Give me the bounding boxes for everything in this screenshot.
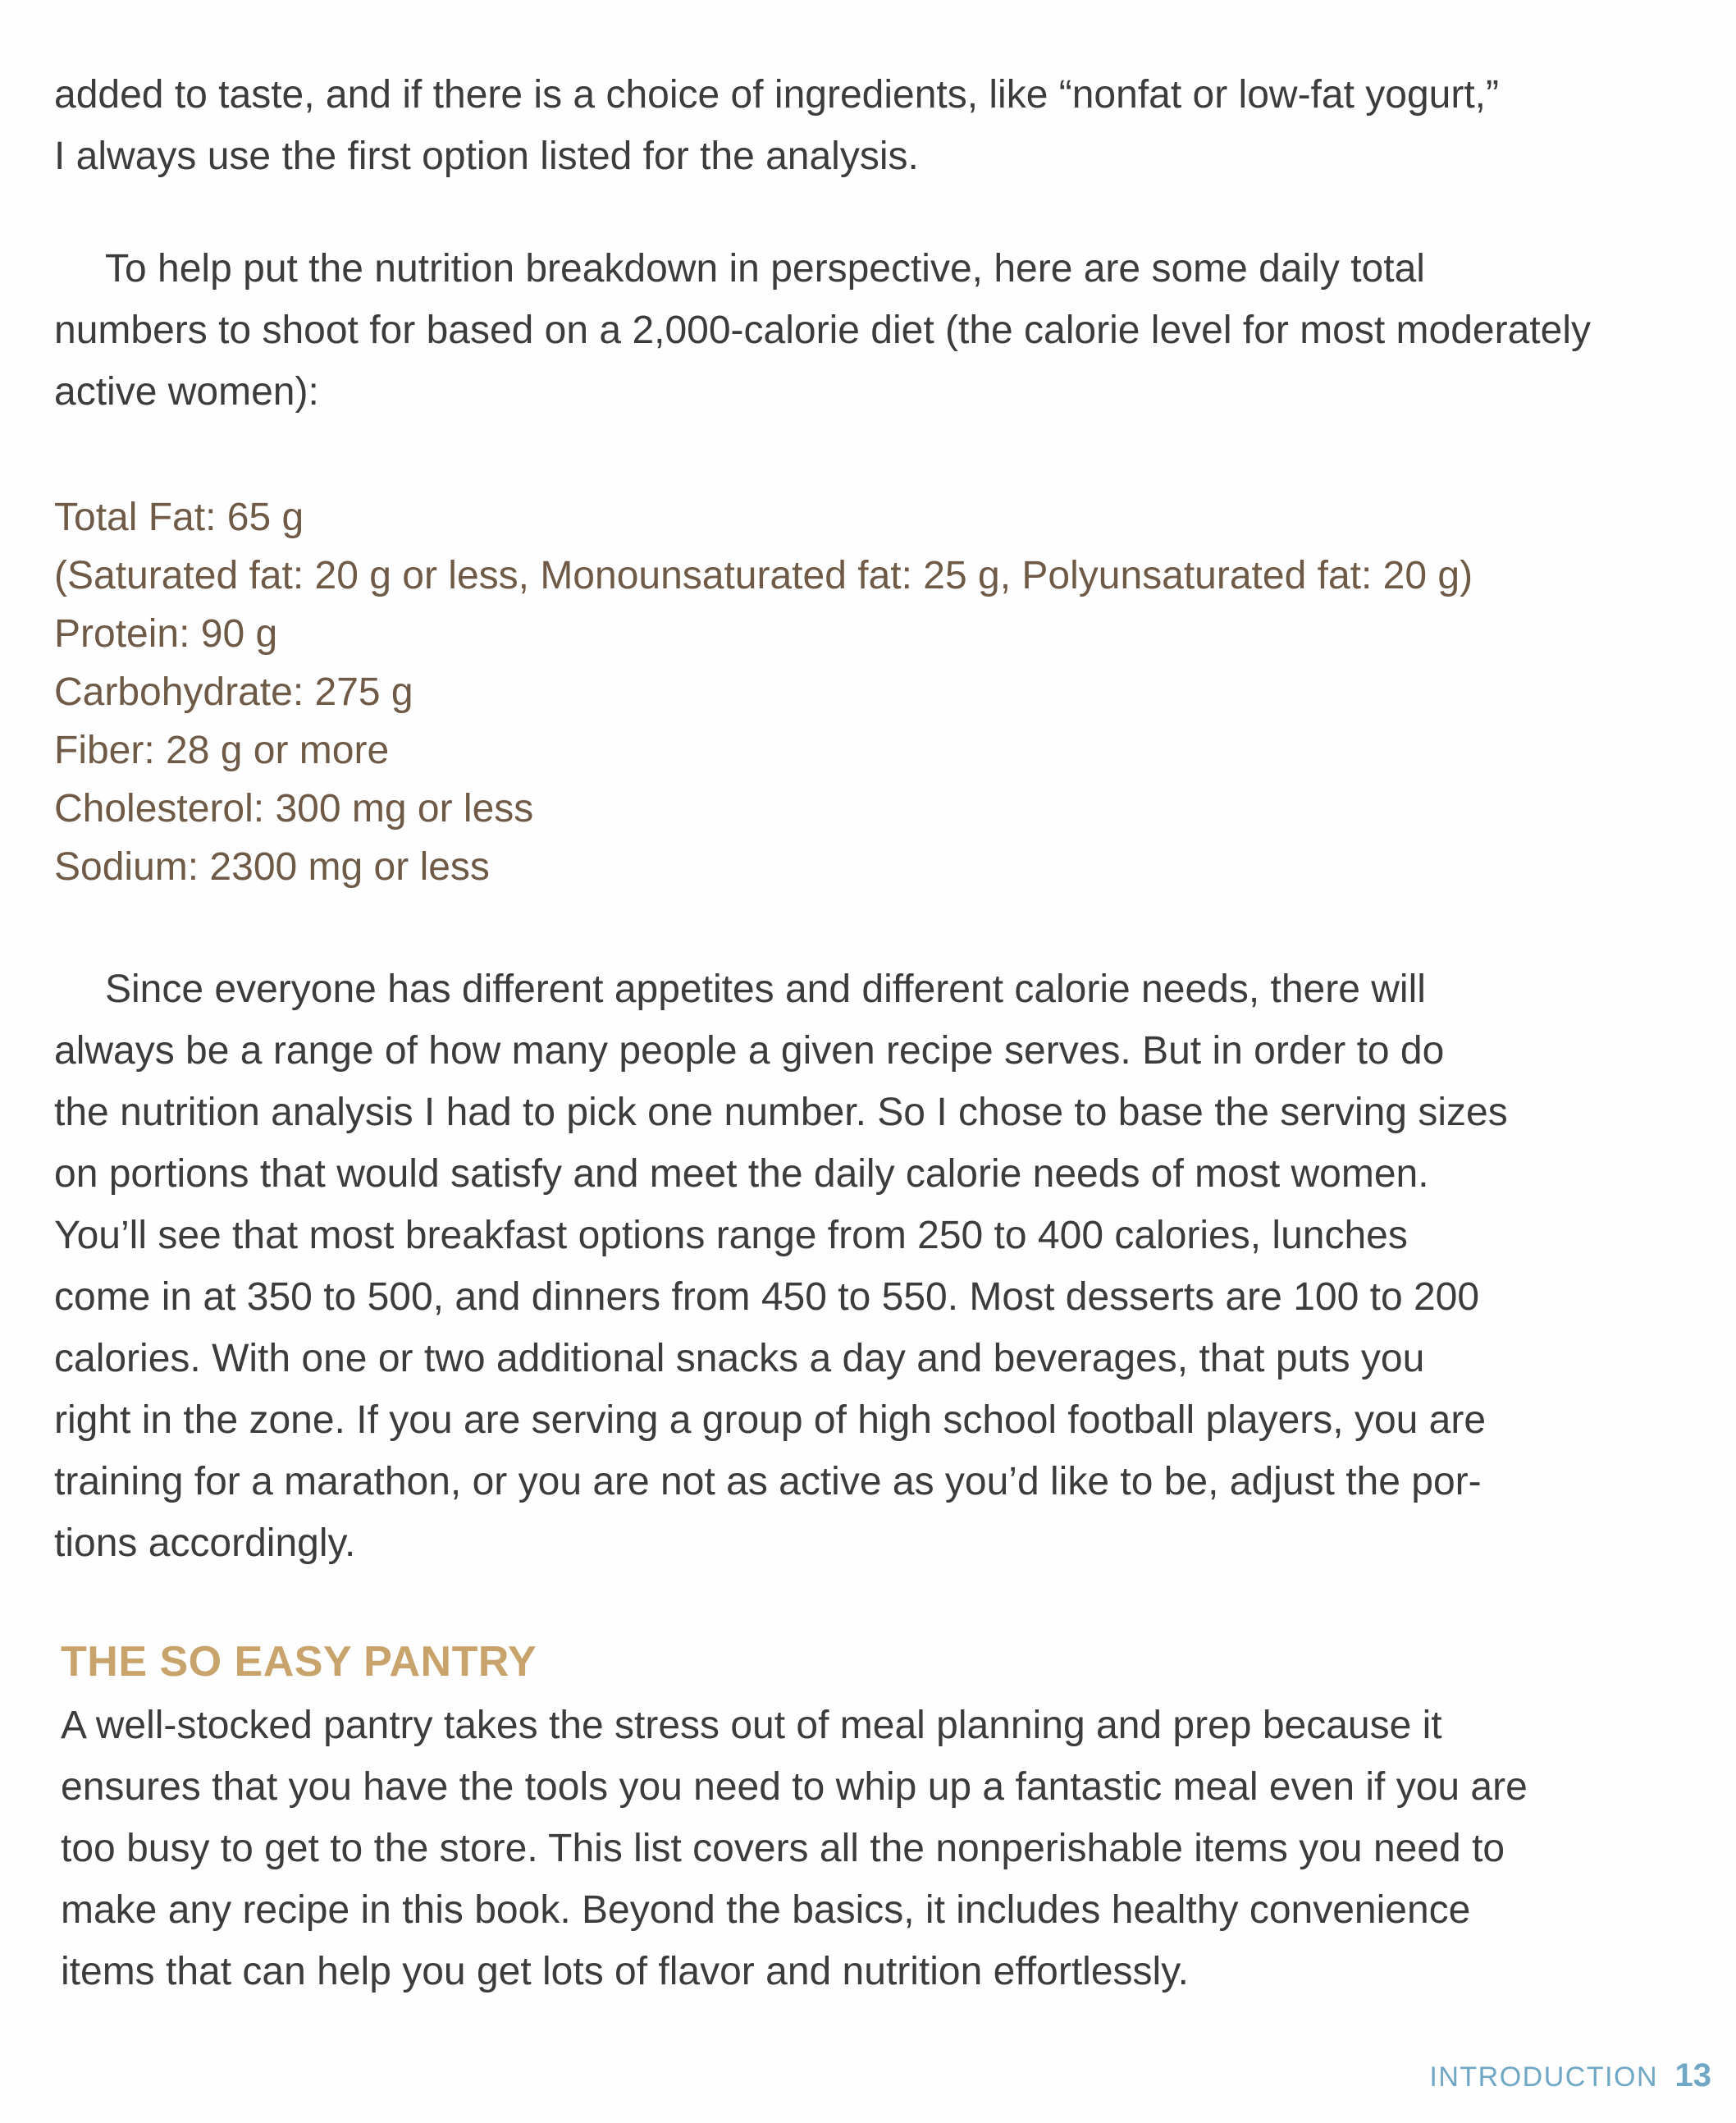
- running-footer-label: INTRODUCTION: [1429, 2061, 1659, 2093]
- paragraph-line: training for a marathon, or you are not as active as you’d like to be, adjust the por-: [54, 1460, 1482, 1503]
- paragraph-line: too busy to get to the store. This list covers all the nonperishable items you need to: [61, 1827, 1505, 1870]
- paragraph-line: A well-stocked pantry takes the stress out of meal planning and prep because it: [61, 1704, 1442, 1747]
- paragraph-line: Since everyone has different appetites and different calorie needs, there will: [105, 968, 1426, 1011]
- paragraph-line: You’ll see that most breakfast options range from 250 to 400 calories, lunches: [54, 1214, 1408, 1257]
- nutrient-fat-breakdown: (Saturated fat: 20 g or less, Monounsaturated fat: 25 g, Polyunsaturated fat: 20 g): [54, 554, 1473, 597]
- paragraph-line: come in at 350 to 500, and dinners from 450 to 550. Most desserts are 100 to 200: [54, 1275, 1480, 1319]
- paragraph-line: added to taste, and if there is a choice of ingredients, like “nonfat or low-fat yogurt,”: [54, 73, 1499, 117]
- paragraph-line: calories. With one or two additional snacks a day and beverages, that puts you: [54, 1337, 1425, 1380]
- paragraph-line: tions accordingly.: [54, 1521, 356, 1565]
- page-number: 13: [1674, 2057, 1711, 2093]
- paragraph-line: numbers to shoot for based on a 2,000-calorie diet (the calorie level for most moderately: [54, 309, 1591, 352]
- nutrient-total-fat: Total Fat: 65 g: [54, 496, 304, 539]
- paragraph-line: right in the zone. If you are serving a group of high school football players, you are: [54, 1398, 1487, 1442]
- perspective-paragraph: [54, 238, 1613, 423]
- nutrient-sodium: Sodium: 2300 mg or less: [54, 845, 490, 889]
- nutrient-protein: Protein: 90 g: [54, 612, 278, 656]
- nutrient-targets-list: [54, 488, 1473, 896]
- paragraph-line: items that can help you get lots of flavor and nutrition effortlessly.: [61, 1950, 1189, 1993]
- paragraph-line: I always use the first option listed for the analysis.: [54, 135, 919, 178]
- paragraph-line: the nutrition analysis I had to pick one number. So I chose to base the serving sizes: [54, 1091, 1508, 1134]
- nutrient-fiber: Fiber: 28 g or more: [54, 729, 390, 772]
- pantry-paragraph: [61, 1695, 1620, 2002]
- nutrient-carbohydrate: Carbohydrate: 275 g: [54, 670, 413, 714]
- section-heading: THE SO EASY PANTRY: [61, 1638, 537, 1686]
- paragraph-line: active women):: [54, 370, 319, 414]
- paragraph-line: on portions that would satisfy and meet the daily calorie needs of most women.: [54, 1152, 1429, 1196]
- paragraph-line: ensures that you have the tools you need to whip up a fantastic meal even if you are: [61, 1765, 1528, 1809]
- nutrient-cholesterol: Cholesterol: 300 mg or less: [54, 787, 534, 830]
- paragraph-line: always be a range of how many people a given recipe serves. But in order to do: [54, 1029, 1445, 1073]
- intro-paragraph: [54, 64, 1613, 187]
- paragraph-line: make any recipe in this book. Beyond the basics, it includes healthy convenience: [61, 1888, 1471, 1932]
- servings-paragraph: [54, 959, 1613, 1574]
- page-footer: [1429, 2057, 1711, 2094]
- paragraph-line: To help put the nutrition breakdown in perspective, here are some daily total: [105, 247, 1425, 291]
